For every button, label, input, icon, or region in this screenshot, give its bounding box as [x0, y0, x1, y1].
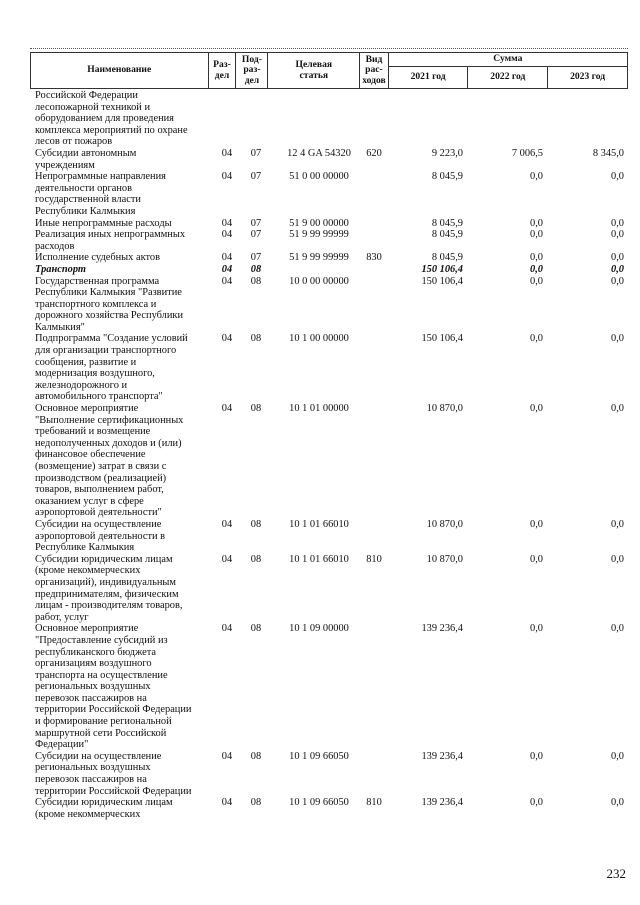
row-celevaya	[268, 90, 360, 148]
row-name-line: республиканского бюджета	[35, 646, 156, 658]
row-sum-2021	[388, 90, 468, 148]
row-name-line: (кроме некоммерческих	[35, 565, 141, 577]
row-name-line: требований и возмещение	[35, 426, 151, 438]
row-sum-2021: 150 106,4	[421, 263, 463, 275]
row-sum-2023: 0,0	[611, 252, 624, 264]
row-sum-2022: 0,0	[530, 553, 543, 565]
row-vid	[360, 751, 388, 797]
row-sum-2022: 0,0	[530, 403, 543, 415]
row-sum-2023	[548, 90, 628, 148]
row-sum-2021: 8 045,9	[431, 229, 463, 241]
row-vid: 830	[366, 252, 382, 264]
row-razdel: 04	[221, 229, 233, 241]
row-name	[30, 148, 208, 171]
row-celevaya: 12 4 GA 54320	[287, 147, 351, 159]
row-sum-2023: 0,0	[611, 553, 624, 565]
row-name-line: Республики Калмыкия	[35, 205, 136, 217]
row-razdel: 04	[221, 553, 233, 565]
row-name	[30, 218, 208, 230]
table-row	[30, 797, 628, 820]
row-sum-2022: 0,0	[530, 623, 543, 635]
table-row	[30, 276, 628, 334]
row-name-line: финансовое обеспечение	[35, 449, 146, 461]
row-sum-2021: 150 106,4	[421, 333, 463, 345]
row-name-line: транспорта на осуществление	[35, 669, 168, 681]
row-razdel: 04	[221, 252, 233, 264]
row-name-line: Калмыкия"	[35, 321, 85, 333]
row-name-line: территории Российской Федерации	[35, 704, 192, 716]
header-year-2022: 2022 год	[468, 67, 548, 89]
row-name-line: Основное мероприятие	[35, 403, 139, 415]
row-name-line: железнодорожного и	[35, 379, 128, 391]
header-name: Наименование	[31, 53, 209, 89]
row-name-line: аэропортовой деятельности в	[35, 530, 166, 542]
row-sum-2021: 8 045,9	[431, 171, 463, 183]
row-name-line: лесопожарной техникой и	[35, 101, 151, 113]
table-row	[30, 519, 628, 554]
row-sum-2023: 0,0	[611, 217, 624, 229]
row-name-line: (возмещение) затрат в связи с	[35, 461, 167, 472]
header-razdel: Раз- дел	[208, 53, 236, 89]
row-name-line: Реализация иных непрограммных	[35, 229, 186, 241]
header-year-2023: 2023 год	[548, 67, 628, 89]
row-sum-2021: 8 045,9	[431, 252, 463, 264]
row-razdel: 04	[221, 171, 233, 183]
row-razdel: 04	[221, 623, 233, 635]
row-name-line: дорожного хозяйства Республики	[35, 310, 184, 322]
row-name-line: работ, услуг	[35, 611, 89, 623]
row-sum-2023: 0,0	[611, 403, 624, 415]
row-name-line: сообщения, развитие и	[35, 356, 137, 368]
row-name-line: для организации транспортного	[35, 345, 177, 357]
row-vid: 810	[366, 797, 382, 809]
table-body	[30, 90, 628, 820]
row-name-line: Субсидии юридическим лицам	[35, 797, 173, 809]
row-celevaya: 10 1 01 66010	[289, 553, 349, 565]
row-celevaya: 10 1 09 66050	[289, 797, 349, 809]
row-celevaya: 10 1 01 66010	[289, 518, 349, 530]
row-name	[30, 623, 208, 751]
row-name-line: Субсидии на осуществление	[35, 518, 162, 530]
row-sum-2023: 0,0	[611, 275, 624, 287]
row-sum-2023: 0,0	[611, 623, 624, 635]
row-sum-2022: 0,0	[530, 333, 543, 345]
row-vid	[360, 229, 388, 252]
row-name-line: учреждениям	[35, 159, 95, 171]
row-name-line: региональных воздушных	[35, 681, 151, 693]
row-name-line: аэропортовой деятельности"	[35, 507, 162, 519]
row-name-line: Федерации"	[35, 739, 89, 751]
row-sum-2022: 0,0	[530, 229, 543, 241]
top-divider	[30, 48, 628, 49]
row-sum-2022: 0,0	[530, 518, 543, 530]
table-row	[30, 554, 628, 624]
row-name-line: региональных воздушных	[35, 762, 151, 774]
row-celevaya: 10 1 00 00000	[289, 333, 349, 345]
row-name-line: расходов	[35, 240, 75, 252]
row-razdel: 04	[221, 263, 233, 275]
row-podrazdel: 07	[250, 252, 262, 264]
table-row	[30, 264, 628, 276]
row-name-line: и формирование региональной	[35, 716, 172, 728]
row-name	[30, 519, 208, 554]
row-podrazdel: 08	[250, 263, 262, 275]
row-sum-2023: 0,0	[611, 263, 624, 275]
row-name	[30, 333, 208, 403]
row-podrazdel: 08	[250, 750, 262, 762]
row-name-line: Субсидии автономным	[35, 147, 137, 159]
page-number: 232	[606, 866, 626, 881]
table-row	[30, 171, 628, 217]
row-razdel: 04	[221, 797, 233, 809]
row-name-line: оказанием услуг в сфере	[35, 495, 144, 507]
row-vid: 620	[366, 147, 382, 159]
row-name-line: Республики Калмыкия "Развитие	[35, 287, 182, 299]
row-name-line: Субсидии юридическим лицам	[35, 553, 173, 565]
row-podrazdel: 07	[250, 217, 262, 229]
row-celevaya: 51 0 00 00000	[289, 171, 349, 183]
row-razdel: 04	[221, 333, 233, 345]
row-name-line: Иные непрограммные расходы	[35, 217, 172, 229]
header-vid: Вид рас- ходов	[360, 53, 389, 89]
table-row	[30, 218, 628, 230]
row-name-line: комплекса мероприятий по охране	[35, 124, 188, 136]
table-row	[30, 90, 628, 148]
row-sum-2022: 0,0	[530, 263, 543, 275]
row-sum-2023: 0,0	[611, 797, 624, 809]
row-sum-2022: 0,0	[530, 217, 543, 229]
row-sum-2022: 0,0	[530, 797, 543, 809]
row-name-line: организаций), индивидуальным	[35, 576, 176, 588]
row-vid	[360, 623, 388, 751]
row-name-line: "Выполнение сертификационных	[35, 414, 184, 426]
row-sum-2023: 0,0	[611, 518, 624, 530]
row-name-line: Республике Калмыкия	[35, 542, 135, 554]
row-name-line: предпринимателям, физическим	[35, 588, 179, 600]
row-name-line: маршрутной сети Российской	[35, 727, 167, 739]
row-podrazdel: 08	[250, 623, 262, 635]
row-name	[30, 171, 208, 217]
row-name-line: лицам - производителям товаров,	[35, 600, 183, 612]
row-sum-2022: 0,0	[530, 171, 543, 183]
table-row	[30, 403, 628, 519]
row-name-line: Субсидии на осуществление	[35, 750, 162, 762]
row-name-line: Подпрограмма "Создание условий	[35, 333, 188, 345]
row-vid	[360, 90, 388, 148]
row-name-line: товаров, выполнением работ,	[35, 484, 164, 496]
row-name-line: перевозок пассажиров на	[35, 774, 147, 786]
row-celevaya: 51 9 00 00000	[289, 217, 349, 229]
row-sum-2022: 7 006,5	[511, 147, 543, 159]
row-podrazdel: 08	[250, 797, 262, 809]
row-celevaya: 10 1 01 00000	[289, 403, 349, 415]
row-razdel: 04	[221, 518, 233, 530]
row-vid: 810	[366, 553, 382, 565]
row-vid	[360, 276, 388, 334]
row-name-line: Российской Федерации	[35, 90, 138, 101]
row-vid	[360, 403, 388, 519]
row-celevaya: 10 1 09 66050	[289, 750, 349, 762]
row-sum-2023: 0,0	[611, 750, 624, 762]
row-name-line: модернизация воздушного,	[35, 368, 155, 380]
row-name-line: недополученных доходов и (или)	[35, 437, 182, 449]
row-podrazdel: 08	[250, 518, 262, 530]
header-summa: Сумма	[388, 53, 627, 67]
row-razdel: 04	[221, 217, 233, 229]
row-sum-2023: 0,0	[611, 333, 624, 345]
header-podrazdel: Под- раз- дел	[236, 53, 268, 89]
row-name	[30, 90, 208, 148]
row-sum-2022: 0,0	[530, 750, 543, 762]
row-name-line: Транспорт	[35, 263, 86, 275]
row-podrazdel: 08	[250, 333, 262, 345]
row-name	[30, 403, 208, 519]
row-celevaya: 51 9 99 99999	[289, 229, 349, 241]
row-name	[30, 264, 208, 276]
row-sum-2021: 8 045,9	[431, 217, 463, 229]
table-header	[30, 52, 628, 89]
row-sum-2021: 10 870,0	[426, 403, 463, 415]
row-name-line: деятельности органов	[35, 182, 133, 194]
row-name-line: Основное мероприятие	[35, 623, 139, 635]
row-name-line: Государственная программа	[35, 275, 160, 287]
row-name-line: Исполнение судебных актов	[35, 252, 160, 264]
row-sum-2023: 0,0	[611, 171, 624, 183]
row-podrazdel: 08	[250, 403, 262, 415]
row-celevaya: 51 9 99 99999	[289, 252, 349, 264]
row-sum-2021: 139 236,4	[421, 797, 463, 809]
row-name-line: лесов от пожаров	[35, 136, 113, 148]
row-name-line: "Предоставление субсидий из	[35, 634, 168, 646]
row-name-line: оборудованием для проведения	[35, 113, 174, 125]
row-name-line: Непрограммные направления	[35, 171, 166, 183]
row-sum-2022: 0,0	[530, 275, 543, 287]
row-podrazdel: 07	[250, 171, 262, 183]
row-celevaya: 10 0 00 00000	[289, 275, 349, 287]
row-name	[30, 252, 208, 264]
row-name-line: государственной власти	[35, 194, 141, 206]
row-sum-2021: 139 236,4	[421, 750, 463, 762]
row-razdel: 04	[221, 750, 233, 762]
row-razdel: 04	[221, 147, 233, 159]
row-vid	[360, 218, 388, 230]
table-row	[30, 148, 628, 171]
row-name-line: перевозок пассажиров на	[35, 692, 147, 704]
row-podrazdel: 08	[250, 275, 262, 287]
row-vid	[360, 171, 388, 217]
row-name-line: транспортного комплекса и	[35, 298, 157, 310]
row-podrazdel	[236, 90, 268, 148]
row-name	[30, 554, 208, 624]
row-sum-2023: 8 345,0	[592, 147, 624, 159]
row-celevaya	[268, 264, 360, 276]
row-sum-2021: 150 106,4	[421, 275, 463, 287]
row-name-line: (кроме некоммерческих	[35, 808, 141, 820]
row-name	[30, 229, 208, 252]
row-sum-2021: 10 870,0	[426, 553, 463, 565]
row-sum-2021: 10 870,0	[426, 518, 463, 530]
row-name-line: автомобильного транспорта"	[35, 391, 163, 403]
row-sum-2021: 9 223,0	[431, 147, 463, 159]
row-sum-2023: 0,0	[611, 229, 624, 241]
row-name-line: территории Российской Федерации	[35, 785, 192, 797]
row-name	[30, 797, 208, 820]
table-row	[30, 252, 628, 264]
row-podrazdel: 07	[250, 147, 262, 159]
row-name-line: производством (реализацией)	[35, 472, 167, 484]
row-vid	[360, 519, 388, 554]
row-celevaya: 10 1 09 00000	[289, 623, 349, 635]
row-sum-2022: 0,0	[530, 252, 543, 264]
row-vid	[360, 264, 388, 276]
table-row	[30, 229, 628, 252]
row-name-line: организациям воздушного	[35, 658, 152, 670]
row-sum-2021: 139 236,4	[421, 623, 463, 635]
table-row	[30, 751, 628, 797]
row-podrazdel: 07	[250, 229, 262, 241]
row-name	[30, 276, 208, 334]
header-year-2021: 2021 год	[388, 67, 468, 89]
row-name	[30, 751, 208, 797]
table-row	[30, 333, 628, 403]
row-razdel: 04	[221, 275, 233, 287]
table-row	[30, 623, 628, 751]
row-podrazdel: 08	[250, 553, 262, 565]
row-vid	[360, 333, 388, 403]
row-sum-2022	[468, 90, 548, 148]
row-razdel: 04	[221, 403, 233, 415]
header-celevaya: Целевая статья	[268, 53, 360, 89]
row-razdel	[208, 90, 236, 148]
